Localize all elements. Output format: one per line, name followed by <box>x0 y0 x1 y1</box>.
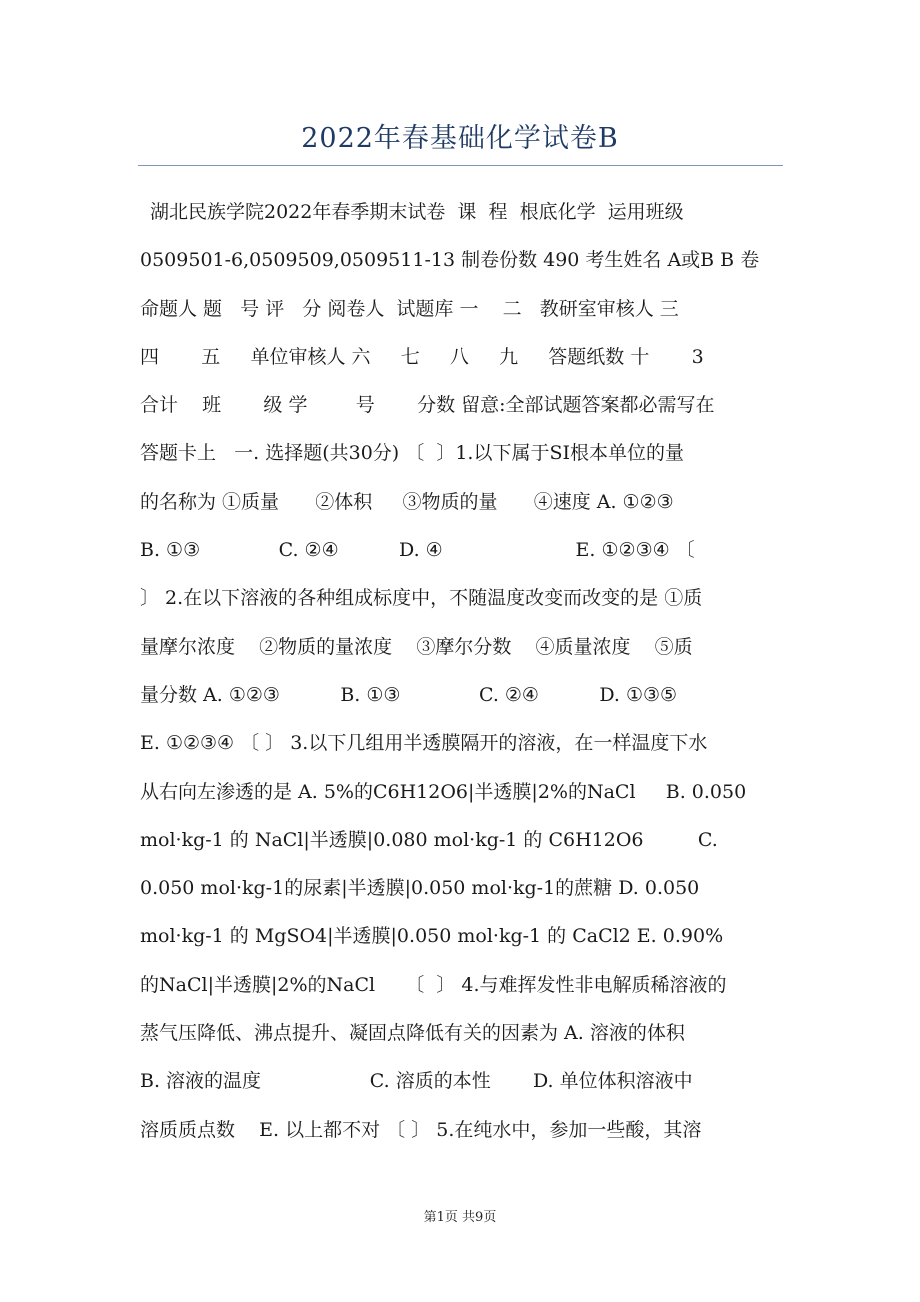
body-line: 0.050 mol·kg-1的尿素|半透膜|0.050 mol·kg-1的蔗糖 D. 0.050 <box>140 877 700 900</box>
body-line: mol·kg-1 的 NaCl|半透膜|0.080 mol·kg-1 的 C6H12O6 C. <box>140 828 718 851</box>
body-line: 答题卡上 一. 选择题(共30分) 〔 〕1.以下属于SI根本单位的量 <box>140 442 684 465</box>
body-line: 合计 班 级 学 号 分数 留意:全部试题答案都必需写在 <box>140 394 715 417</box>
body-line: 四 五 单位审核人 六 七 八 九 答题纸数 十 3 <box>140 345 704 368</box>
body-line: 的NaCl|半透膜|2%的NaCl 〔 〕 4.与难挥发性非电解质稀溶液的 <box>140 973 727 996</box>
body-line: 0509501-6,0509509,0509511-13 制卷份数 490 考生姓名 A或B B 卷 <box>140 249 760 272</box>
body-line: 命题人 题 号 评 分 阅卷人 试题库 一 二 教研室审核人 三 <box>140 297 679 320</box>
body-line: B. 溶液的温度 C. 溶质的本性 D. 单位体积溶液中 <box>140 1070 693 1093</box>
title-divider <box>138 165 783 166</box>
body-line: 溶质质点数 E. 以上都不对 〔 〕 5.在纯水中，参加一些酸，其溶 <box>140 1118 702 1141</box>
body-line: 从右向左渗透的是 A. 5%的C6H12O6|半透膜|2%的NaCl B. 0.050 <box>140 780 747 803</box>
body-line: B. ①③ C. ②④ D. ④ E. ①②③④ 〔 <box>140 539 695 562</box>
body-line: 蒸气压降低、沸点提升、凝固点降低有关的因素为 A. 溶液的体积 <box>140 1022 685 1045</box>
document-title: 2022年春基础化学试卷B <box>301 123 619 154</box>
body-line: 〕 2.在以下溶液的各种组成标度中，不随温度改变而改变的是 ①质 <box>140 587 703 610</box>
body-line: E. ①②③④ 〔 〕 3.以下几组用半透膜隔开的溶液，在一样温度下水 <box>140 732 708 755</box>
body-line: 量摩尔浓度 ②物质的量浓度 ③摩尔分数 ④质量浓度 ⑤质 <box>140 635 693 658</box>
body-line: 量分数 A. ①②③ B. ①③ C. ②④ D. ①③⑤ <box>140 683 678 706</box>
body-line: 湖北民族学院2022年春季期末试卷 课 程 根底化学 运用班级 <box>150 201 684 223</box>
body-line: 的名称为 ①质量 ②体积 ③物质的量 ④速度 A. ①②③ <box>140 490 674 513</box>
document-body <box>140 188 785 1154</box>
page-footer: 第1页 共9页 <box>423 1210 497 1225</box>
body-line: mol·kg-1 的 MgSO4|半透膜|0.050 mol·kg-1 的 CaCl2 E. 0.90% <box>140 925 724 948</box>
